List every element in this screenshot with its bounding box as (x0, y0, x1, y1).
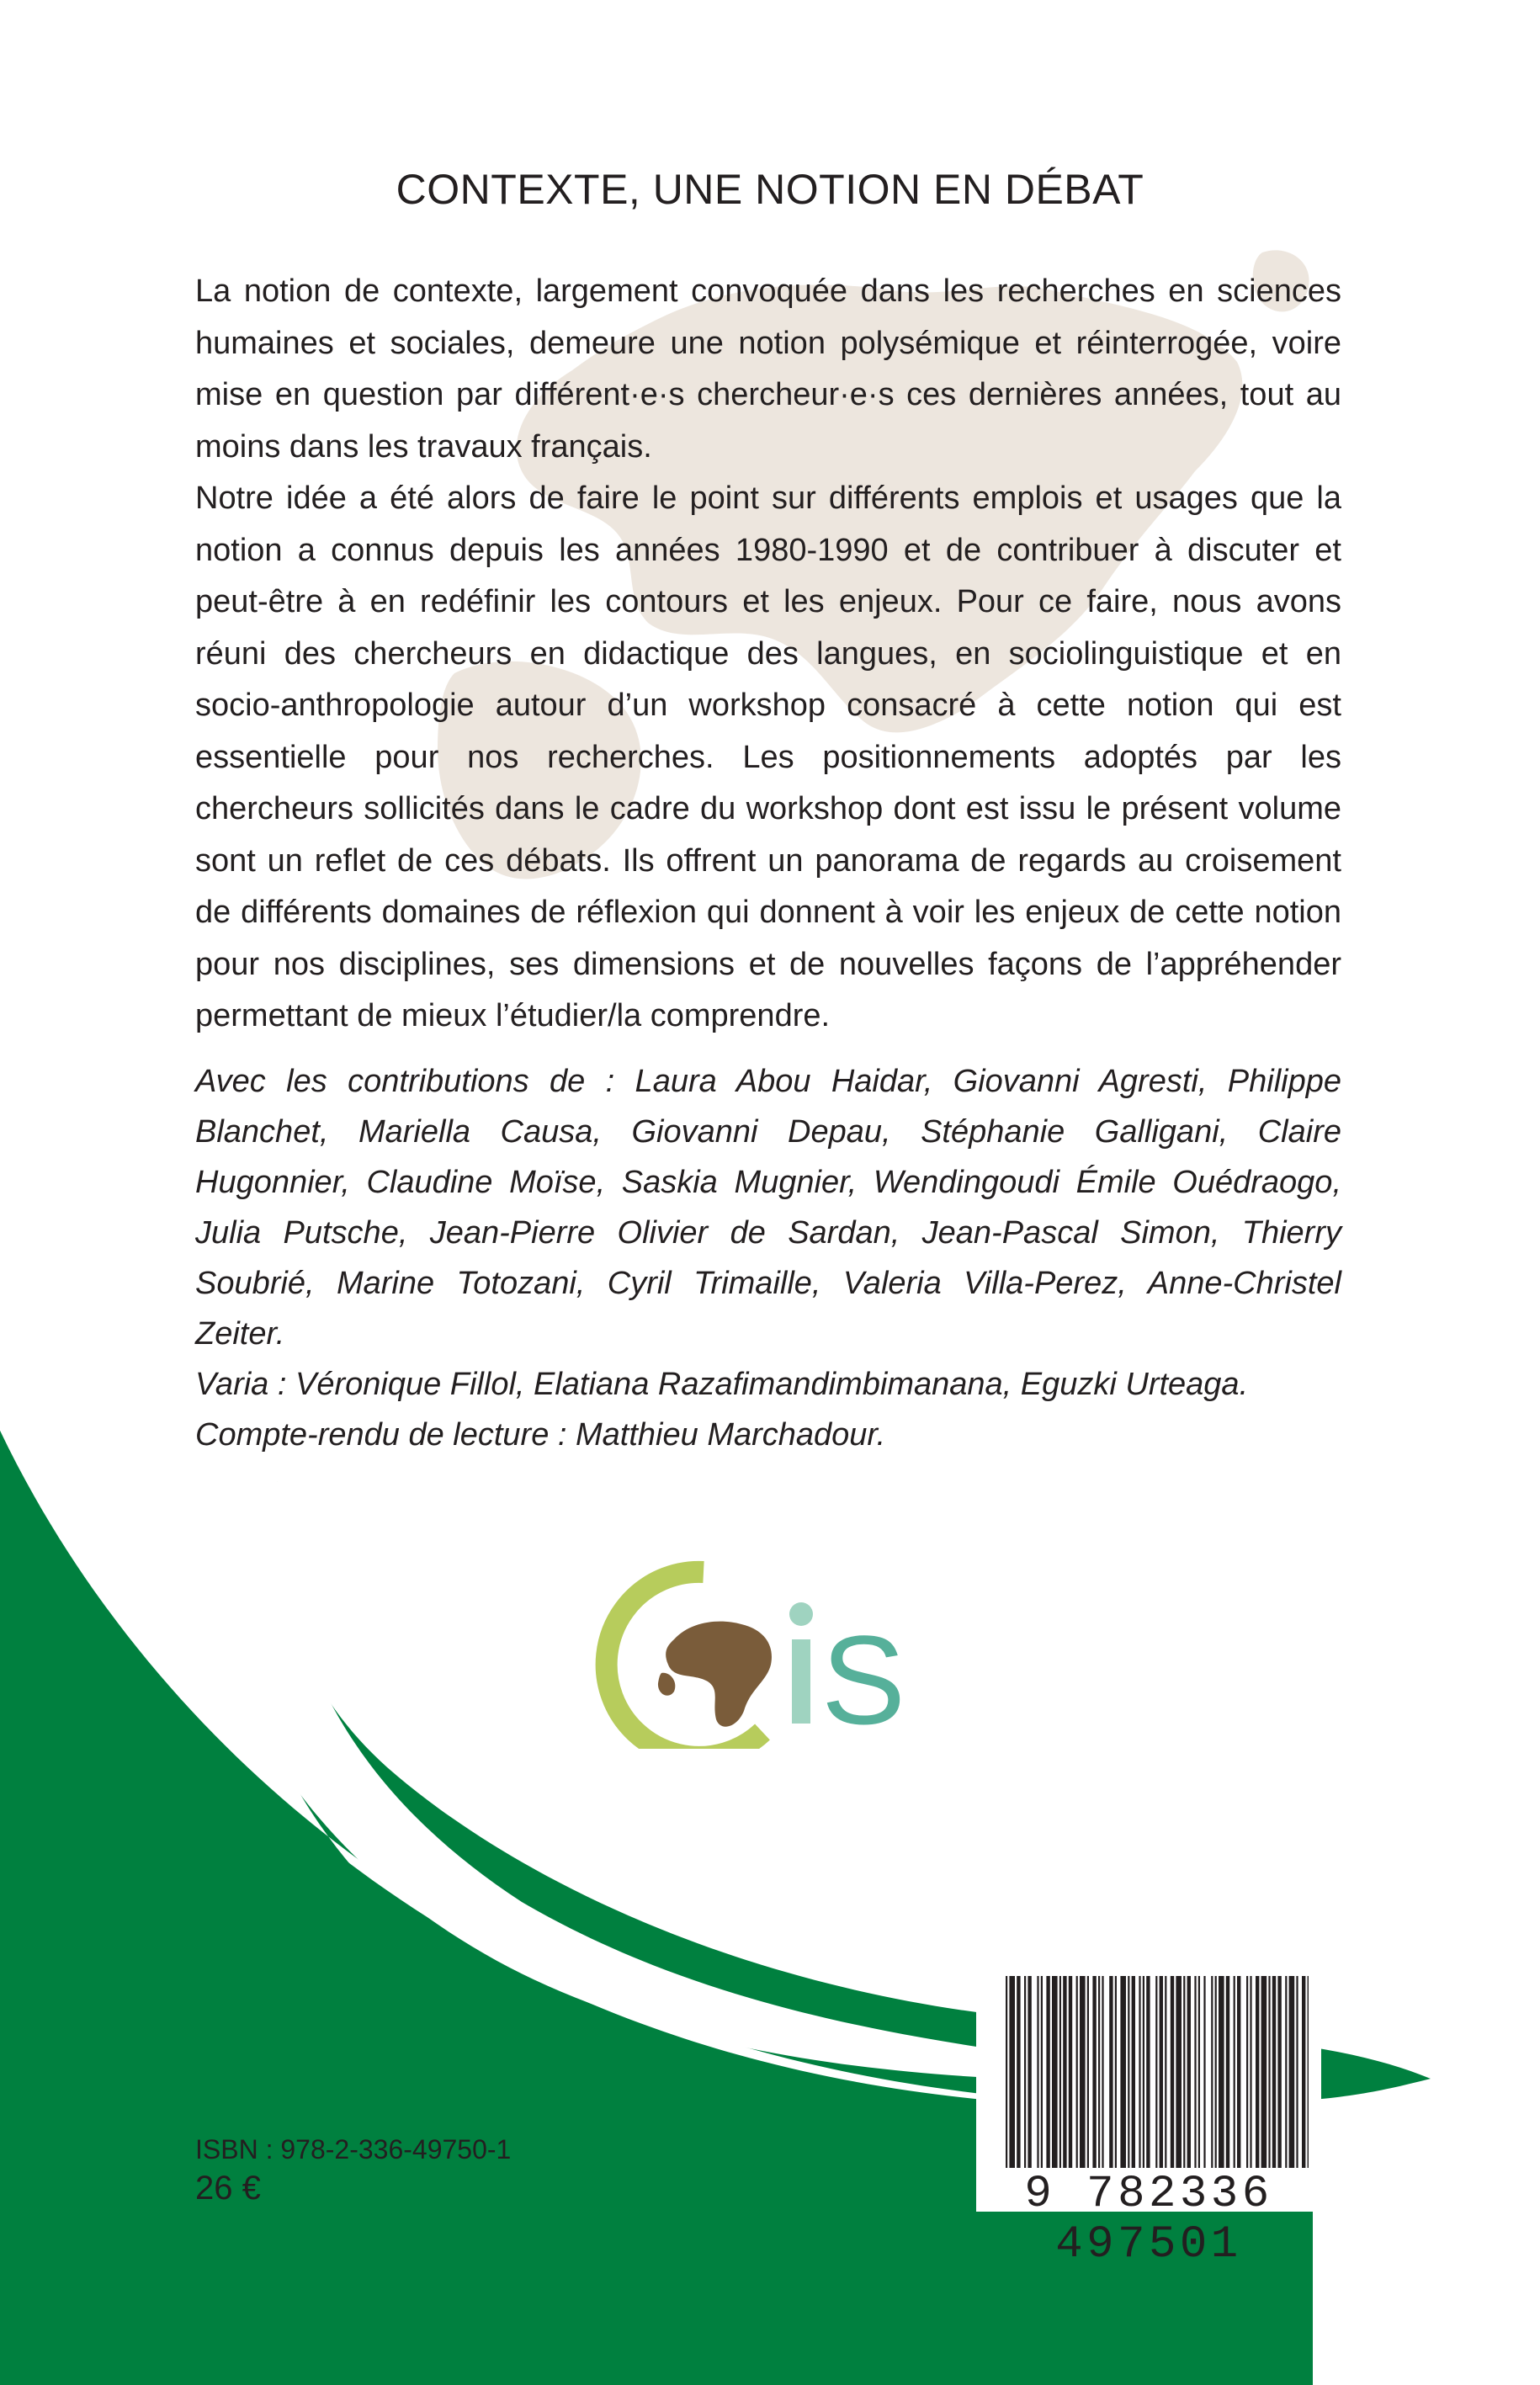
barcode-bar (1289, 1976, 1295, 2168)
summary-paragraph-1: La notion de contexte, largement convoquée dans les recherches en sciences humaines et sociales, demeure une notion polysémique et réinterrogée, voire mise en question par différent·e·s chercheur·e·s ces dernières années, tout au moins dans les travaux français. (195, 274, 1341, 465)
barcode-bar (1165, 1976, 1166, 2168)
barcode-bar (1009, 1976, 1015, 2168)
barcode-bar (1246, 1976, 1248, 2168)
barcode-bar (1226, 1976, 1229, 2168)
barcode-bar (1194, 1976, 1196, 2168)
barcode-bar (1037, 1976, 1038, 2168)
varia-list: Varia : Véronique Fillol, Elatiana Razafimandimbimanana, Eguzki Urteaga. (195, 1367, 1249, 1402)
barcode-bar (1285, 1976, 1287, 2168)
barcode-digits: 9 782336 497501 (1024, 2169, 1273, 2271)
barcode-icon (1006, 1976, 1309, 2168)
contributors-block (195, 1056, 1341, 1460)
barcode-bar (1006, 1976, 1007, 2168)
barcode-bar (1146, 1976, 1150, 2168)
barcode-bar (1296, 1976, 1298, 2168)
barcode-bar (1092, 1976, 1096, 2168)
barcode-bar (1132, 1976, 1135, 2168)
barcode-bar (1098, 1976, 1100, 2168)
barcode-bar (1176, 1976, 1182, 2168)
barcode-bar (1059, 1976, 1061, 2168)
logo-i-stem (792, 1639, 810, 1724)
barcode-bar (1219, 1976, 1224, 2168)
barcode-bar (1187, 1976, 1191, 2168)
summary-paragraph-2: Notre idée a été alors de faire le point sur différents emplois et usages que la notion a connus depuis les années 1980-1990 et de contribuer à discuter et peut-être à en redéfinir les contours et les enjeux. Pour ce faire, nous avons réuni des chercheurs en didactique des langues, en sociolinguistique et en socio-anthropologie autour d’un workshop consacré à cette notion qui est essentielle pour nos recherches. Les positionnements adoptés par les chercheurs sollicités dans le cadre du workshop dont est issu le présent volume sont un reflet de ces débats. Ils offrent un panorama de regards au croisement de différents domaines de réflexion qui donnent à voir les enjeux de cette notion pour nos disciplines, ses dimensions et de nouvelles façons de l’appréhender permettant de mieux l’étudier/la comprendre. (195, 481, 1341, 1033)
barcode-bar (1102, 1976, 1103, 2168)
barcode-bar (1041, 1976, 1043, 2168)
isbn: ISBN : 978-2-336-49750-1 (195, 2134, 512, 2165)
logo-i-dot (789, 1602, 813, 1626)
barcode-bar (1087, 1976, 1089, 2168)
barcode-bar (1128, 1976, 1129, 2168)
barcode-bar (1261, 1976, 1267, 2168)
barcode-bar (1215, 1976, 1217, 2168)
barcode-bar (1080, 1976, 1086, 2168)
logo-s-letter: S (821, 1609, 906, 1749)
barcode-bar (1268, 1976, 1270, 2168)
book-title: CONTEXTE, UNE NOTION EN DÉBAT (396, 166, 1144, 213)
barcode-bar (1076, 1976, 1078, 2168)
barcode-bar (1139, 1976, 1140, 2168)
barcode-bar (1024, 1976, 1026, 2168)
barcode-bar (1069, 1976, 1072, 2168)
barcode-bar (1160, 1976, 1163, 2168)
barcode-bar (1052, 1976, 1058, 2168)
barcode-bar (1063, 1976, 1066, 2168)
barcode-bar (1120, 1976, 1126, 2168)
barcode-bar (1211, 1976, 1213, 2168)
barcode-bar (1277, 1976, 1281, 2168)
barcode-bar (1017, 1976, 1020, 2168)
price: 26 € (195, 2170, 261, 2207)
barcode-bar (1183, 1976, 1185, 2168)
contributors-list: Avec les contributions de : Laura Abou Haidar, Giovanni Agresti, Philippe Blanchet, Mariella Causa, Giovanni Depau, Stéphanie Galligani, Claire Hugonnier, Claudine Moïse, Saskia Mugnier, Wendingoudi Émile Ouédraogo, Julia Putsche, Jean-Pierre Olivier de Sardan, Jean-Pascal Simon, Thierry Soubrié, Marine Totozani, Cyril Trimaille, Valeria Villa-Perez, Anne-Christel Zeiter. (195, 1064, 1341, 1352)
globe-icon (658, 1616, 773, 1730)
barcode-bar (1171, 1976, 1174, 2168)
barcode-bar (1115, 1976, 1117, 2168)
barcode-bar (1308, 1976, 1309, 2168)
barcode-bar (1256, 1976, 1259, 2168)
barcode-bar (1143, 1976, 1144, 2168)
barcode-bar (1237, 1976, 1240, 2168)
barcode-bar (1203, 1976, 1205, 2168)
cis-logo (594, 1547, 948, 1749)
barcode-bar (1028, 1976, 1031, 2168)
barcode-bar (1234, 1976, 1235, 2168)
barcode-bar (1272, 1976, 1276, 2168)
barcode-bar (1302, 1976, 1305, 2168)
review-credit: Compte-rendu de lecture : Matthieu Marchadour. (195, 1417, 886, 1453)
barcode-bar (1046, 1976, 1049, 2168)
barcode-bar (1250, 1976, 1251, 2168)
summary-text (195, 266, 1341, 1043)
barcode-bar (1109, 1976, 1113, 2168)
barcode-bar (1198, 1976, 1200, 2168)
barcode-bar (1155, 1976, 1157, 2168)
